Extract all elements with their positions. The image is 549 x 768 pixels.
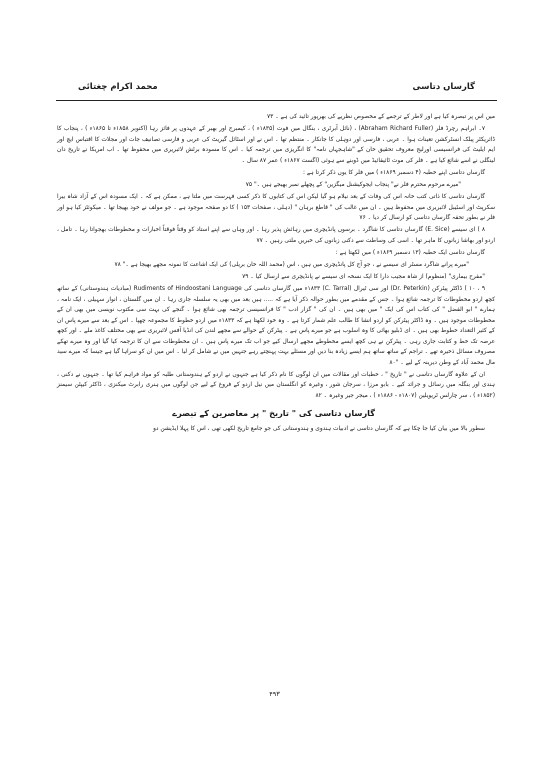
- running-header-author: محمد اکرام چغتائی: [78, 82, 158, 92]
- paragraph: سطور بالا میں بیان کیا جا چکا ہے کہ گارساں دتاسی نے ادبیات ہندوی و ہندوستانی کی جو جامع تاریخ لکھی تھی ، اس کا پہلا ایڈیشن دو: [153, 426, 485, 432]
- paragraph: گارساں دتاسی کا ذاتی کتب خانہ اس کی وفات کے بعد نیلام ہو گیا لیکن اس کی کتابوں کا ذکر کسی فہرست میں ملتا ہے ، ممکن ہے کہ ۔ ایک مسودہ اس کے آزاد شاہ بیرا سکرپٹ اور اسٹیبل لائبریری میں محفوظ ہیں ۔ ان میں غالب کی " قاطع برہان " (دہلی ، صفحات ۱۵۳ ) کا دو صفحہ موجود ہے ۔ جو مولف نے خود بھیجا تھا ۔ میکوئٹز کیا ہو اور فلر نے بطور تحفہ گارساں دتاسی کو ارسال کر دیا ۔ ۷۶: [57, 194, 495, 221]
- running-header-title: گارساں دتاسی: [412, 82, 475, 92]
- paragraph: گارساں دتاسی اپنے خطبہ (۴ دسمبر ۱۸۶۹ء ) میں فلر کا یوں ذکر کرتا ہے :: [303, 169, 485, 176]
- paragraph: گارساں دتاسی ایک خطبہ (۱۳ دسمبر ۱۸۶۹ء ) میں لکھتا ہے :: [335, 249, 485, 256]
- paragraph: ان کے علاوہ گارساں دتاسی نے " تاریخ " ، خطبات اور مقالات میں ان لوگوں کا نام ذکر کیا ہے جنہوں نے اردو کے ہندوستانی طلبہ کو مواد فراہم کیا تھا ۔ جنہوں نے دکنی ، ہندی اور بنگلہ میں رسائل و جرائد کیے ۔ بابو مرزا ، سرجان شور ، وغیرہ کو انگلستان میں نیل اردو کے فروغ کے لیے جن لوگوں میں ہنری رابرٹ میکنزی ، ڈاکٹر کیپٹن سیمنز (۱۸۵۲ء ) ، سر چارلس ٹریویلین (۱۸۰۷ء - ۱۸۸۶ء ) ، میجر جیر وغیرہ ۔ ۸۲: [57, 371, 495, 399]
- body-text: [57, 112, 495, 436]
- paragraph: ۹ ، ۱۰ ) ڈاکٹر پیٹرکن (Dr. Peterkin) اور سی ٹیرال (C. Tarral) ۱۸۳۳ء میں گارساں دتاسی کی Rudiments of Hindoostani Language (مبادیات ہندوستانی) کے ساتھ کچھ اردو مخطوطات کا ترجمہ شائع ہوا ۔ جس کے مقدمے میں بطور حوالہ ذکر آیا ہے کہ ..... ہیں بعد میں بھی یہ سلسلہ جاری رہا ۔ ان میں گلستان ، انوار سہیلی ، ایک نامہ ، ہمارے " ابو الفضل " کی کتاب اس کی ایک " میں بھی ہیں ۔ ان کی " گزار ادب " کا فرانسیسی ترجمہ بھی شائع ہوا ۔ گنجے کی بہت سی مکتوب نویسی میں بھی ان کے مخطوطات موجود ہیں ۔ وہ ڈاکٹر پیٹرکن کو اردو انشا کا طالب علم شمار کرتا ہے ۔ وہ خود لکھتا ہے کہ ۱۸۳۳ء میں اردو خطوط کا مجموعہ چھپا ۔ اس کے بعد سے میرے پاس ان کے کثیر التعداد خطوط بھی ہیں ۔ ای ڈبلیو بھائی کا وہ اسلوب ہے جو میرے پاس ہے ۔ پیٹرکن کے حوالے سے مجھے لندن کی انڈیا آفس لائبریری سے بھی مختلف کاغذ ملے ۔ اور کچھ عرصہ تک خط و کتابت جاری رہی ۔ پیٹرکن نے ہی کچھ ایسے مخطوطے مجھے ارسال کیے جو اب تک میرے پاس ہیں ۔ ان مخطوطات سے ان کا ترجمہ کیا گیا اور وہ میرے تھکے مصروف مسائل ذخیرہ تھے ۔ تراجم کے ساتھ ساتھ ہم ایسے زیادہ بنا دیں اور مسئلے بہت پہنچتے رہے جنہیں میں نے شامل کر لیا ۔ اس میں ان کو سراہا گیا ہے جیسا کہ میرے سید مال محمد آباد کے وطن دیرینہ کے لیے ۔ "۸۰: [57, 286, 495, 366]
- paragraph: "مفرح بیماری" (منظوم) از شاہ مجیب دارا کا ایک نسخہ ای سیسے نے پانڈیچری سے ارسال کیا ۔ ۷۹: [242, 274, 485, 280]
- paragraph: میں اس پر تبصرہ کیا ہے اور لاطر کے ترجمے کے مخصوص نظریے کی بھرپور تائید کی ہے ۔ ۷۳: [267, 114, 495, 120]
- block-quote: "میرے پرانے شاگرد مسٹر ای سیسے نے ، جو آج کل پانڈیچری میں ہیں ، اس (محمد اللہ خان بریلی) کی ایک اشاعت کا نمونہ مجھے بھیجا ہے ۔" ۷۸: [114, 262, 469, 268]
- page-number: ۴۹۳: [269, 690, 280, 698]
- section-heading: گارساں دتاسی کی " تاریخ " پر معاصرین کے تبصرے: [172, 408, 375, 418]
- block-quote: "میرے مرحوم محترم فلر نے" پنجاب ایجوکیشنل میگزین" کے پچھلے نمبر بھیجے ہیں ۔" ۷۵: [245, 182, 461, 188]
- paragraph: ۷۔ ابراہم رچرڈ فلر (Abraham Richard Fuller) ، (نائل آبرٹری ، بنگال میں فوت (۱۸۳۵ء ) ، کیمبرج اور بھبر کے عہدوں پر فائز رہا (اکتوبر ۱۸۵۸ء تا ۱۸۶۵ء ) ، پنجاب کا ڈائریکٹر پبلک انسٹرکشن تعینات ہوا ۔ عربی ، فارسی اور دوہلی کا جانکار ۔ منتظم تھا ۔ اس نے اور اسٹائل گیریٹ کی عربی و فارسی تصانیف جات اور مجلات کا اقتباس ایچ اور ایم ایلیٹ کی فرانسیسی اورلیج معروف تحقیق خان کے "شاہجہاں نامہ" کا انگریزی میں ترجمہ کیا ۔ اس کا مسودہ برٹش لائبریری میں محفوظ تھا ۔ اب امریکا نے تاریخ دان لینگلی نے اسے شائع کیا ہے ۔ فلر کی موت ٹائیفائیڈ میں ڈوبنے سے ہوئی (اگست ۱۸۶۷ء ) عمر ۸۷ سال ۔: [57, 126, 495, 164]
- paragraph: ۸ ) ای سیسے (E. Sice) گارساں دتاسی کا شاگرد ۔ برسوں پانڈیچری میں رہائش پذیر رہا ۔ اور وہاں سے اپنے استاد کو وقتاً فوقتاً اخبارات و مخطوطات بھجواتا رہا ۔ تامل ، اردو اور بھاشا زبانوں کا ماہر تھا ۔ اسی کی وساطت سے دکنی زبانوں کی خبریں ملتی رہیں ۔ ۷۷: [57, 227, 495, 244]
- header-rule: [56, 100, 497, 101]
